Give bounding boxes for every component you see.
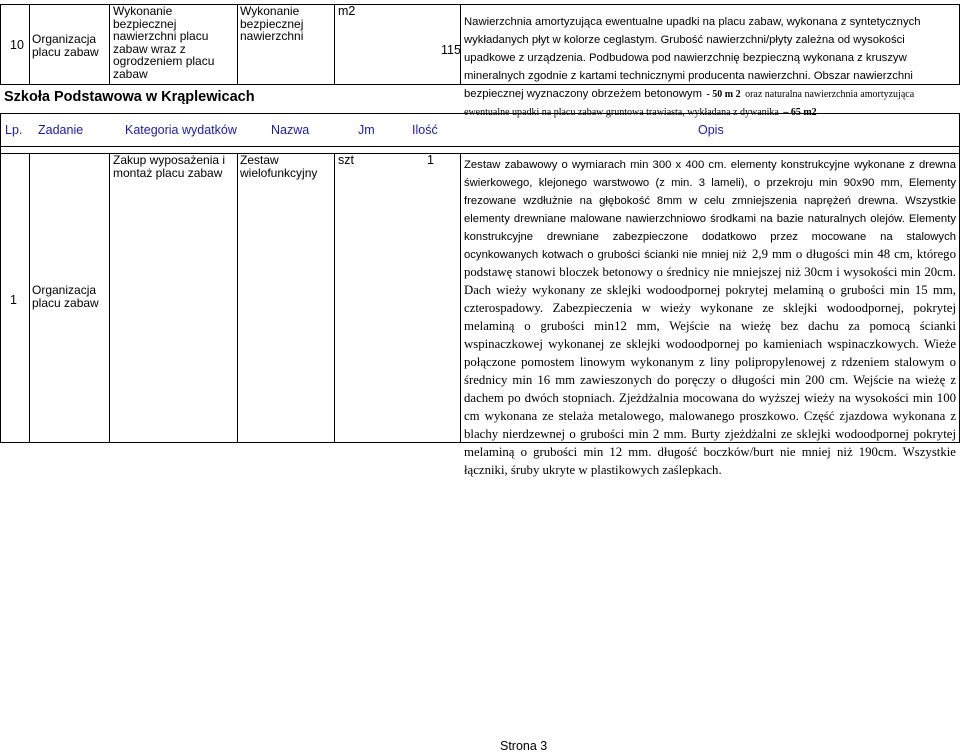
opis-text-serif: oraz naturalna nawierzchnia amortyzująca ewentualne upadki na placu zabaw gruntowa trawiasta, wykładana z dywanika — [464, 89, 915, 118]
cell-lp: 10 — [10, 38, 24, 52]
cell-nazwa: Zestaw wielofunkcyjny — [240, 153, 318, 180]
cell-opis — [464, 155, 956, 479]
cell-kategoria: Zakup wyposażenia i montaż placu zabaw — [113, 153, 226, 180]
cell-lp: 1 — [10, 293, 17, 307]
cell-zadanie: Organizacja placu zabaw — [32, 283, 99, 310]
table-border — [0, 113, 1, 443]
cell-ilosc: 1 — [427, 153, 434, 167]
table-border — [237, 153, 238, 443]
section-title: Szkoła Podstawowa w Krąplewicach — [4, 89, 255, 105]
table-border — [29, 4, 30, 84]
page-number: Strona 3 — [500, 739, 548, 753]
cell-nazwa: Wykonanie bezpiecznej nawierzchni — [240, 4, 304, 43]
opis-text: Nawierzchnia amortyzująca ewentualne upadki na placu zabaw, wykonana z syntetycznych wykładanych płyt w kolorze ceglastym. Grubość nawierzchni/płyty zależna od wysokości upadkowe z urządzenia. Podbudowa pod nawierzchnię bezpieczną wykonana z kruszyw mineralnych zgodnie z kartami technicznymi producenta nawierzchni. Obszar nawierzchni bezpiecznej wyznaczony obrzeżem betonowym — [464, 16, 921, 100]
opis-text: Zestaw zabawowy o wymiarach min 300 x 400 cm. elementy konstrukcyjne wykonane z drewna świerkowego, klejonego warstwowo (z min. 3 lameli), o przekroju min 90x90 mm, Elementy frezowane wzdłużnie na głębokość 8mm w celu zmniejszenia naprężeń drewna. Wszystkie elementy drewniane malowane nawierzchniowo środkami na bazie naturalnych olejów. Elementy konstrukcyjne drewniane zabezpieczone dodatkowo przez mocowane na stalowych ocynkowanych kotwach o grubości ścianki nie mniej niż — [464, 159, 956, 261]
header-zadanie: Zadanie — [38, 123, 84, 137]
table-border — [109, 4, 110, 84]
header-ilosc: Ilość — [412, 123, 438, 137]
table-border — [334, 153, 335, 443]
cell-jm: szt — [338, 153, 354, 167]
header-jm: Jm — [358, 123, 375, 137]
opis-text-bold2: – 65 m2 — [783, 107, 817, 118]
table-border — [237, 4, 238, 84]
header-kategoria: Kategoria wydatków — [125, 123, 237, 137]
table-border — [109, 153, 110, 443]
header-lp: Lp. — [5, 123, 23, 137]
table-border — [460, 153, 461, 443]
opis-text-serif: 2,9 mm o długości min 48 cm, którego podstawę stanowi bloczek betonowy o średnicy nie mniejszej niż 30cm i wysokości min 20cm. Dach wieży wykonany ze sklejki wodoodpornej pokrytej melaminą o grubości min 15 mm, czterospadowy. Zabezpieczenia w wieży wykonane ze sklejki wodoodpornej, pokrytej melaminą o grubości min12 mm, Wejście na wieżę bez dachu za pomocą ścianki wspinaczkowej wykonanej ze sklejki wodoodpornej po kamieniach wspinaczkowych. Wieże połączone pomostem linowym wykonanym z liny polipropylenowej z rdzeniem stalowym o średnicy min 16 mm zawieszonych do poręczy o długości min 200 cm. Wejście na wieżę z dachem po dwóch stopniach. Zjeżdżalnia mocowana do wyższej wieży na wysokości min 100 cm wykonana ze stelaża metalowego, malowanego proszkowo. Część zjazdowa wykonana z blachy nierdzewnej o grubości min 2 mm. Burty zjeżdżalni ze sklejki wodoodpornej pokrytej melaminą o grubości min 12 mm. długość boczków/burt nie mniej niż 190cm. Wszystkie łączniki, śruby ukryte w plastikowych zaślepkach. — [464, 247, 956, 477]
cell-kategoria: Wykonanie bezpiecznej nawierzchni placu zabaw wraz z ogrodzeniem placu zabaw — [113, 4, 215, 81]
table-border — [0, 4, 1, 84]
table-border — [0, 146, 960, 147]
cell-ilosc: 115 — [441, 43, 461, 57]
cell-zadanie: Organizacja placu zabaw — [32, 32, 99, 59]
header-nazwa: Nazwa — [271, 123, 310, 137]
opis-text-bold: - 50 m 2 — [706, 89, 741, 100]
header-opis: Opis — [698, 123, 724, 137]
cell-opis — [464, 12, 956, 120]
table-border — [29, 153, 30, 443]
table-border — [334, 4, 335, 84]
cell-jm: m2 — [338, 4, 356, 18]
